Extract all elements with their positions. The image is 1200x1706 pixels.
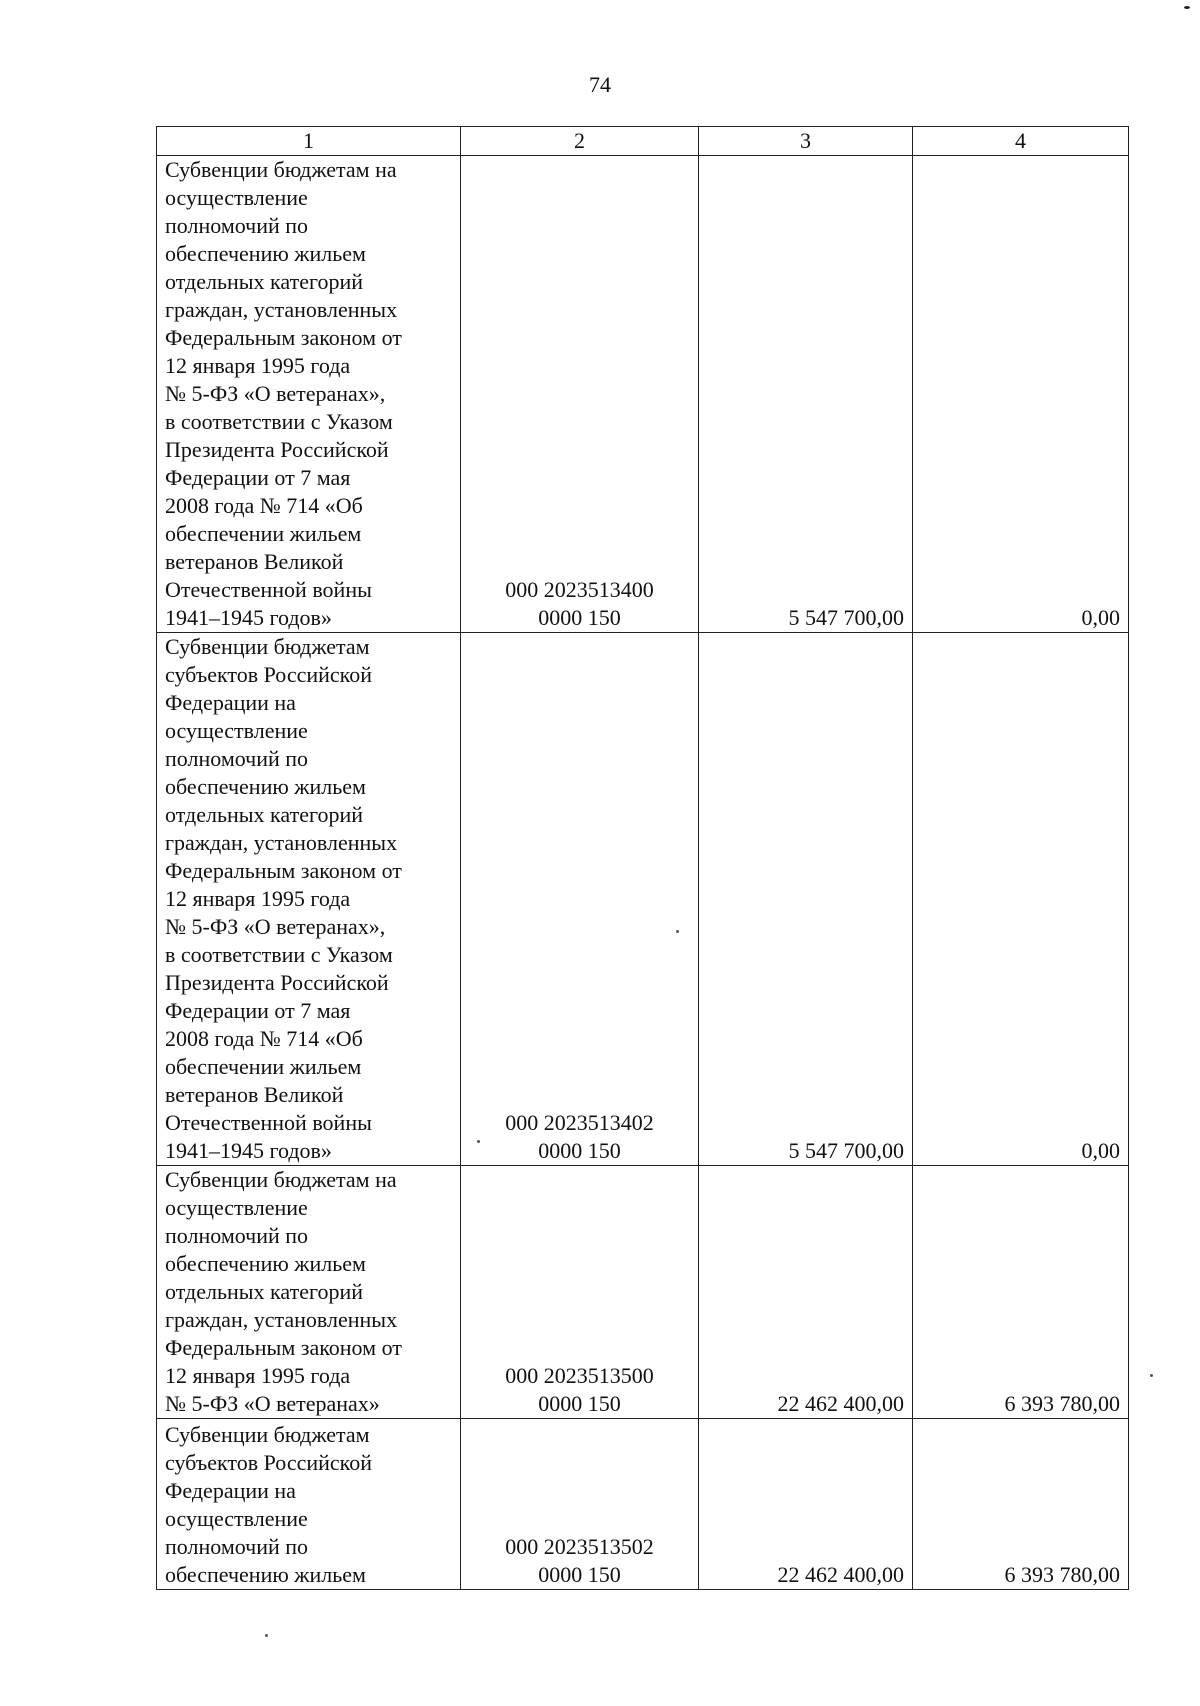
row-amount-col3: 5 547 700,00 (699, 156, 913, 633)
row-amount-col4: 6 393 780,00 (913, 1419, 1129, 1590)
table-header-row (157, 127, 1129, 156)
row-description: Субвенции бюджетам на осуществление полномочий по обеспечению жильем отдельных категорий граждан, установленных Федеральным законом от 12 января 1995 года № 5-ФЗ «О ветеранах», в соответствии с Указом Президента Российской Федерации от 7 мая 2008 года № 714 «Об обеспечении жильем ветеранов Великой Отечественной войны 1941–1945 годов» (157, 156, 461, 633)
row-description: Субвенции бюджетам субъектов Российской Федерации на осуществление полномочий по обеспечению жильем отдельных категорий граждан, установленных Федеральным законом от 12 января 1995 года № 5-ФЗ «О ветеранах», в соответствии с Указом Президента Российской Федерации от 7 мая 2008 года № 714 «Об обеспечении жильем ветеранов Великой Отечественной войны 1941–1945 годов» (157, 633, 461, 1166)
row-description: Субвенции бюджетам на осуществление полномочий по обеспечению жильем отдельных категорий граждан, установленных Федеральным законом от 12 января 1995 года № 5-ФЗ «О ветеранах» (157, 1166, 461, 1419)
scan-speck (1184, 6, 1190, 9)
scan-speck (265, 1634, 268, 1637)
row-budget-code: 000 2023513402 0000 150 (461, 633, 699, 1166)
column-header-4: 4 (913, 127, 1129, 156)
row-description: Субвенции бюджетам субъектов Российской Федерации на осуществление полномочий по обеспечению жильем (157, 1419, 461, 1590)
row-amount-col3: 22 462 400,00 (699, 1166, 913, 1419)
budget-table (156, 126, 1129, 1590)
table-row (157, 156, 1129, 633)
row-amount-col3: 5 547 700,00 (699, 633, 913, 1166)
row-amount-col4: 0,00 (913, 156, 1129, 633)
page-number: 74 (589, 72, 611, 97)
column-header-3: 3 (699, 127, 913, 156)
row-budget-code: 000 2023513500 0000 150 (461, 1166, 699, 1419)
table-row (157, 1419, 1129, 1590)
row-amount-col3: 22 462 400,00 (699, 1419, 913, 1590)
scan-speck (477, 1140, 480, 1143)
table-row (157, 633, 1129, 1166)
scan-speck (676, 930, 679, 933)
column-header-1: 1 (157, 127, 461, 156)
scan-speck (1150, 1374, 1153, 1377)
row-budget-code: 000 2023513400 0000 150 (461, 156, 699, 633)
row-amount-col4: 0,00 (913, 633, 1129, 1166)
table-row (157, 1166, 1129, 1419)
column-header-2: 2 (461, 127, 699, 156)
row-amount-col4: 6 393 780,00 (913, 1166, 1129, 1419)
row-budget-code: 000 2023513502 0000 150 (461, 1419, 699, 1590)
